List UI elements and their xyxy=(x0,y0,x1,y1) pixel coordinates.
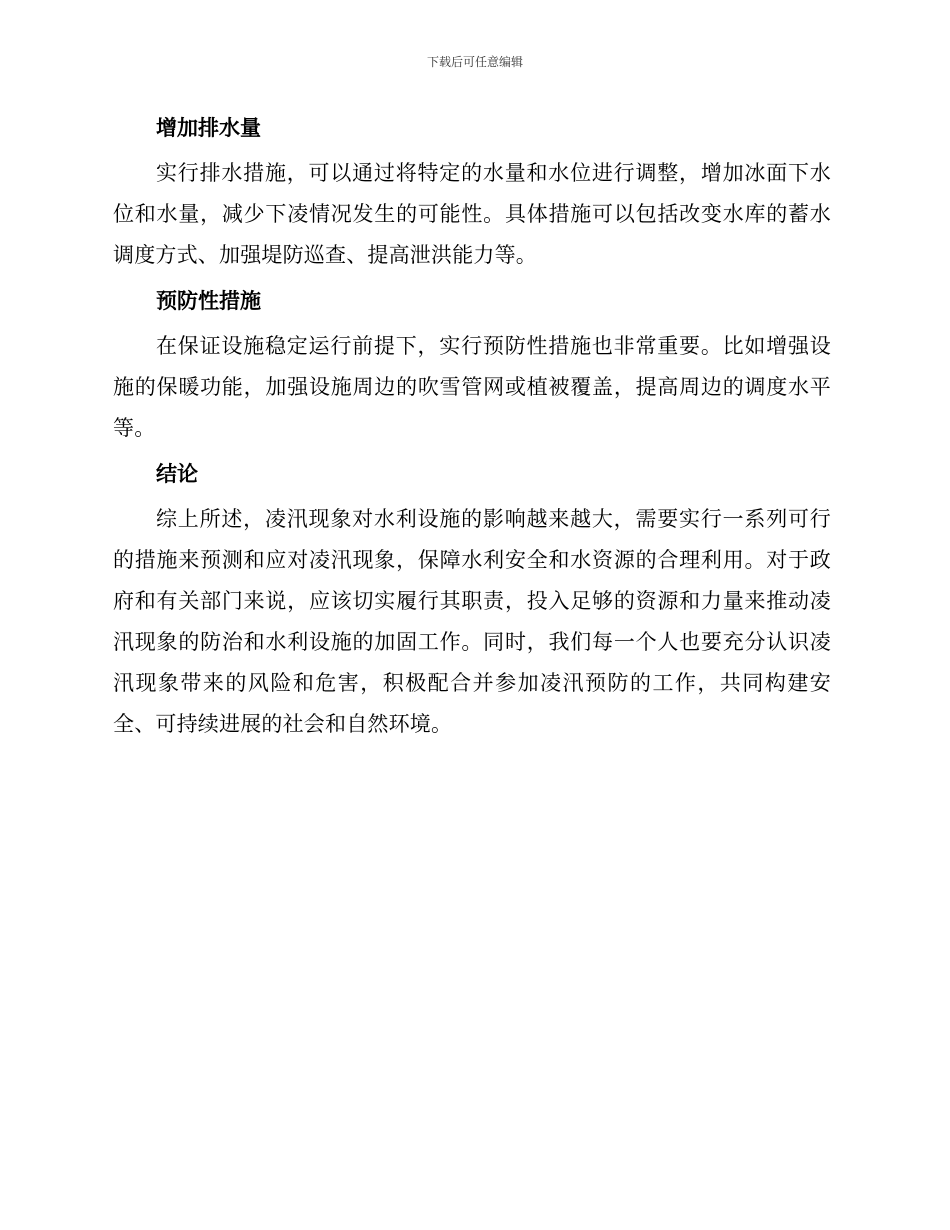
section-paragraph-prevention: 在保证设施稳定运行前提下，实行预防性措施也非常重要。比如增强设施的保暖功能，加强设施周边的吹雪管网或植被覆盖，提高周边的调度水平等。 xyxy=(113,334,831,440)
section-paragraph-conclusion: 综上所述，凌汛现象对水利设施的影响越来越大，需要实行一系列可行的措施来预测和应对凌汛现象，保障水利安全和水资源的合理利用。对于政府和有关部门来说，应该切实履行其职责，投入足够的资源和力量来推动凌汛现象的防治和水利设施的加固工作。同时，我们每一个人也要充分认识凌汛现象带来的风险和危害，积极配合并参加凌汛预防的工作，共同构建安全、可持续进展的社会和自然环境。 xyxy=(113,507,831,736)
section-paragraph-drainage: 实行排水措施，可以通过将特定的水量和水位进行调整，增加冰面下水位和水量，减少下凌情况发生的可能性。具体措施可以包括改变水库的蓄水调度方式、加强堤防巡查、提高泄洪能力等。 xyxy=(113,161,831,267)
section-title-prevention: 预防性措施 xyxy=(156,289,261,313)
page-header: 下载后可任意编辑 xyxy=(426,55,523,69)
section-title-drainage: 增加排水量 xyxy=(156,116,261,140)
section-title-conclusion: 结论 xyxy=(156,462,198,486)
document-body xyxy=(113,112,831,745)
